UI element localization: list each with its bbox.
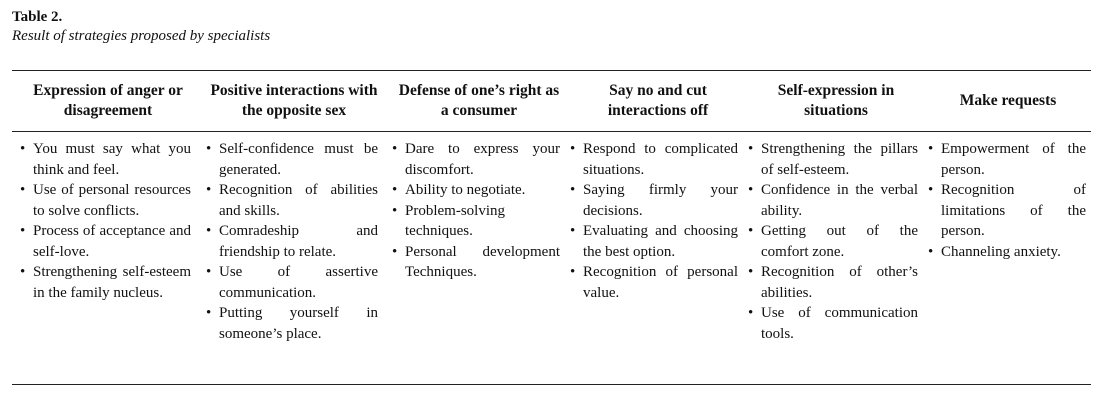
bullet-icon: •	[748, 141, 754, 157]
list-item: • Self-confidence must be generated.	[206, 141, 378, 178]
bullet-icon: •	[928, 182, 934, 198]
list-item: • Confidence in the verbal ability.	[748, 182, 918, 219]
list-item: • Problem-solving techniques.	[392, 202, 505, 239]
column-say-no	[570, 139, 738, 303]
list-item: • Ability to negotiate.	[392, 180, 560, 201]
bullet-icon: •	[748, 223, 754, 239]
list-item: • Recognition of other’s abilities.	[748, 264, 918, 301]
bullet-icon: •	[928, 141, 934, 157]
strategy-list	[392, 139, 560, 283]
list-item: • Personal development Techniques.	[392, 243, 560, 280]
bullet-icon: •	[392, 243, 398, 260]
bullet-icon: •	[20, 223, 26, 239]
bullet-icon: •	[206, 264, 212, 280]
bullet-icon: •	[206, 141, 212, 157]
strategy-list	[206, 139, 378, 344]
list-item: • Empowerment of the person.	[928, 141, 1086, 178]
column-expression-of-anger	[20, 139, 191, 303]
list-item: • Putting yourself in someone’s place.	[206, 305, 378, 342]
strategy-list	[748, 139, 918, 344]
bullet-icon: •	[570, 264, 576, 280]
header-make-requests: Make requests	[959, 92, 1057, 109]
list-item: • Comradeship and friendship to relate.	[206, 223, 378, 260]
bullet-icon: •	[928, 243, 934, 260]
bullet-icon: •	[20, 141, 26, 157]
list-item: • Use of personal resources to solve conflicts.	[20, 182, 191, 219]
list-item: • Channeling anxiety.	[928, 242, 1086, 263]
bullet-icon: •	[570, 182, 576, 198]
list-item: • You must say what you think and feel.	[20, 141, 191, 178]
header-self-expression: Self-expression in situations	[777, 82, 895, 119]
bullet-icon: •	[392, 182, 398, 198]
header-expression-of-anger: Expression of anger or disagreement	[33, 82, 183, 119]
table-bottom-rule	[12, 384, 1091, 385]
bullet-icon: •	[748, 264, 754, 280]
bullet-icon: •	[570, 141, 576, 157]
list-item: • Getting out of the comfort zone.	[748, 223, 918, 260]
list-item: • Saying firmly your decisions.	[570, 182, 738, 219]
strategy-list	[570, 139, 738, 303]
column-positive-interactions	[206, 139, 378, 344]
list-item: • Use of communication tools.	[748, 305, 918, 342]
table-caption	[12, 8, 270, 46]
list-item: • Use of assertive communication.	[206, 264, 378, 301]
strategy-list	[20, 139, 191, 303]
list-item: • Process of acceptance and self-love.	[20, 223, 191, 260]
bullet-icon: •	[20, 264, 26, 280]
table-header-rule	[12, 131, 1091, 132]
list-item: • Recognition of personal value.	[570, 264, 738, 301]
strategy-list	[928, 139, 1086, 262]
bullet-icon: •	[20, 182, 26, 198]
header-defense-of-rights: Defense of one’s right as a consumer	[398, 82, 560, 119]
bullet-icon: •	[206, 223, 212, 239]
list-item: • Strengthening self-esteem in the family nucleus.	[20, 264, 191, 301]
list-item: • Strengthening the pillars of self-esteem.	[748, 141, 918, 178]
list-item: • Recognition of limitations of the person.	[928, 182, 1086, 239]
table-label: Table 2.	[12, 9, 63, 25]
bullet-icon: •	[748, 305, 754, 321]
list-item: • Recognition of abilities and skills.	[206, 182, 378, 219]
header-positive-interactions: Positive interactions with the opposite sex	[210, 82, 378, 119]
bullet-icon: •	[570, 223, 576, 239]
list-item: • Evaluating and choosing the best option.	[570, 223, 738, 260]
bullet-icon: •	[206, 182, 212, 198]
bullet-icon: •	[392, 202, 398, 219]
column-defense-of-rights	[392, 139, 560, 283]
bullet-icon: •	[748, 182, 754, 198]
table-subtitle: Result of strategies proposed by specialists	[12, 28, 271, 44]
column-self-expression	[748, 139, 918, 344]
bullet-icon: •	[206, 305, 212, 321]
column-make-requests	[928, 139, 1086, 262]
list-item: • Respond to complicated situations.	[570, 141, 738, 178]
bullet-icon: •	[392, 141, 398, 157]
list-item: • Dare to express your discomfort.	[392, 141, 560, 178]
header-say-no: Say no and cut interactions off	[607, 82, 709, 119]
